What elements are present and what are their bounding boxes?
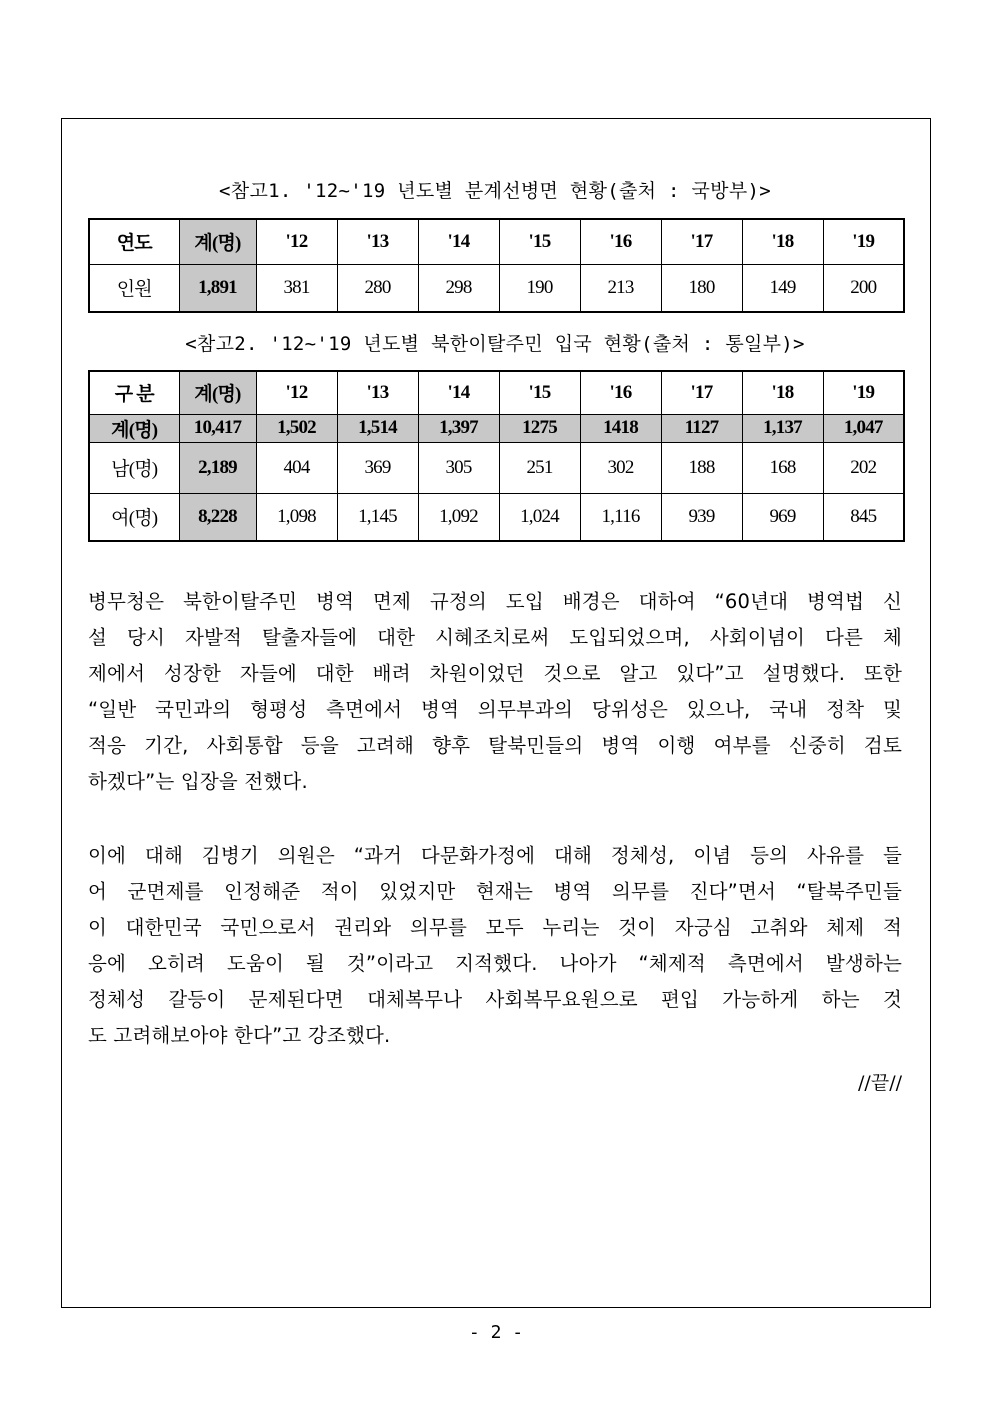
table2-cell: 969 (742, 493, 823, 541)
table2-cell: 251 (499, 442, 580, 493)
table2-cell: 2,189 (179, 442, 256, 493)
table2-cell: 1127 (661, 414, 742, 442)
table2-cell: 188 (661, 442, 742, 493)
table1-caption: <참고1. '12~'19 년도별 분계선병면 현황(출처 : 국방부)> (219, 180, 771, 202)
table2-cell: 369 (337, 442, 418, 493)
table-row (89, 493, 904, 541)
paragraph-line: 이 대한민국 국민으로서 권리와 의무를 모두 누리는 것이 자긍심 고취와 체제 적 (88, 916, 902, 939)
paragraph-line: 정체성 갈등이 문제된다면 대체복무나 사회복무요원으로 편입 가능하게 하는 것 (88, 988, 902, 1011)
table2-cell: 1,098 (256, 493, 337, 541)
table2-header-cell: '14 (418, 371, 499, 414)
paragraph-line: 도 고려해보아야 한다”고 강조했다. (88, 1024, 391, 1047)
table2-header-cell: '15 (499, 371, 580, 414)
body-paragraph-2 (88, 838, 902, 1054)
table1-header-cell: '16 (580, 219, 661, 264)
table2-cell: 1,145 (337, 493, 418, 541)
paragraph-line: 병무청은 북한이탈주민 병역 면제 규정의 도입 배경은 대하여 “60년대 병역법 신 (88, 590, 902, 613)
table1-header-cell: '17 (661, 219, 742, 264)
table2-cell: 여(명) (89, 493, 179, 541)
paragraph-line: 제에서 성장한 자들에 대한 배려 차원이었던 것으로 알고 있다”고 설명했다. 또한 (88, 662, 902, 685)
table2-cell: 168 (742, 442, 823, 493)
table-row (89, 442, 904, 493)
paragraph-line: 이에 대해 김병기 의원은 “과거 다문화가정에 대해 정체성, 이념 등의 사유를 들 (88, 844, 902, 867)
table2-total-row (89, 414, 904, 442)
table1-cell: 213 (580, 264, 661, 312)
table2-cell: 남(명) (89, 442, 179, 493)
table1-cell: 149 (742, 264, 823, 312)
table2-header-row (89, 371, 904, 414)
table1-header-cell: '13 (337, 219, 418, 264)
table2-cell: 404 (256, 442, 337, 493)
table1-header-cell: '12 (256, 219, 337, 264)
table1-cell: 180 (661, 264, 742, 312)
table1-header-cell: '18 (742, 219, 823, 264)
table1-header-cell: '14 (418, 219, 499, 264)
table1-cell: 1,891 (179, 264, 256, 312)
table1-cell: 298 (418, 264, 499, 312)
table2-cell: 1418 (580, 414, 661, 442)
table2-cell: 302 (580, 442, 661, 493)
table2-cell: 1,137 (742, 414, 823, 442)
table2-header-cell: '12 (256, 371, 337, 414)
table2-caption: <참고2. '12~'19 년도별 북한이탈주민 입국 현황(출처 : 통일부)> (185, 333, 805, 355)
table1-cell: 인원 (89, 264, 179, 312)
table2-cell: 845 (823, 493, 904, 541)
table2-cell: 1275 (499, 414, 580, 442)
table2-cell: 202 (823, 442, 904, 493)
table2-cell: 1,047 (823, 414, 904, 442)
paragraph-line: 적응 기간, 사회통합 등을 고려해 향후 탈북민들의 병역 이행 여부를 신중히 검토 (88, 734, 902, 757)
table2-header-cell: 구 분 (89, 371, 179, 414)
table2-header-cell: '18 (742, 371, 823, 414)
table1-cell: 280 (337, 264, 418, 312)
table2-header-cell: '17 (661, 371, 742, 414)
table2-cell: 8,228 (179, 493, 256, 541)
paragraph-line: 어 군면제를 인정해준 적이 있었지만 현재는 병역 의무를 진다”면서 “탈북주민들 (88, 880, 902, 903)
table1 (88, 218, 905, 313)
table2-header-cell: 계(명) (179, 371, 256, 414)
table1-cell: 381 (256, 264, 337, 312)
table-row (89, 264, 904, 312)
table1-header-cell: 계(명) (179, 219, 256, 264)
table1-cell: 200 (823, 264, 904, 312)
table1-cell: 190 (499, 264, 580, 312)
body-paragraph-1 (88, 584, 902, 800)
paragraph-line: 응에 오히려 도움이 될 것”이라고 지적했다. 나아가 “체제적 측면에서 발생하는 (88, 952, 902, 975)
table2-cell: 305 (418, 442, 499, 493)
table2 (88, 370, 905, 542)
table2-cell: 계(명) (89, 414, 179, 442)
table2-cell: 1,092 (418, 493, 499, 541)
table2-cell: 1,514 (337, 414, 418, 442)
table2-cell: 10,417 (179, 414, 256, 442)
table2-header-cell: '16 (580, 371, 661, 414)
table2-cell: 1,024 (499, 493, 580, 541)
paragraph-line: “일반 국민과의 형평성 측면에서 병역 의무부과의 당위성은 있으나, 국내 정착 및 (88, 698, 902, 721)
paragraph-line: 하겠다”는 입장을 전했다. (88, 770, 308, 793)
table2-header-cell: '13 (337, 371, 418, 414)
table2-header-cell: '19 (823, 371, 904, 414)
table1-header-row (89, 219, 904, 264)
table1-header-cell: 연도 (89, 219, 179, 264)
page-number: - 2 - (468, 1322, 524, 1343)
table1-header-cell: '19 (823, 219, 904, 264)
table2-cell: 1,116 (580, 493, 661, 541)
end-mark: //끝// (858, 1072, 902, 1094)
table2-cell: 939 (661, 493, 742, 541)
table2-cell: 1,397 (418, 414, 499, 442)
paragraph-line: 설 당시 자발적 탈출자들에 대한 시혜조치로써 도입되었으며, 사회이념이 다른 체 (88, 626, 902, 649)
table2-cell: 1,502 (256, 414, 337, 442)
table1-header-cell: '15 (499, 219, 580, 264)
